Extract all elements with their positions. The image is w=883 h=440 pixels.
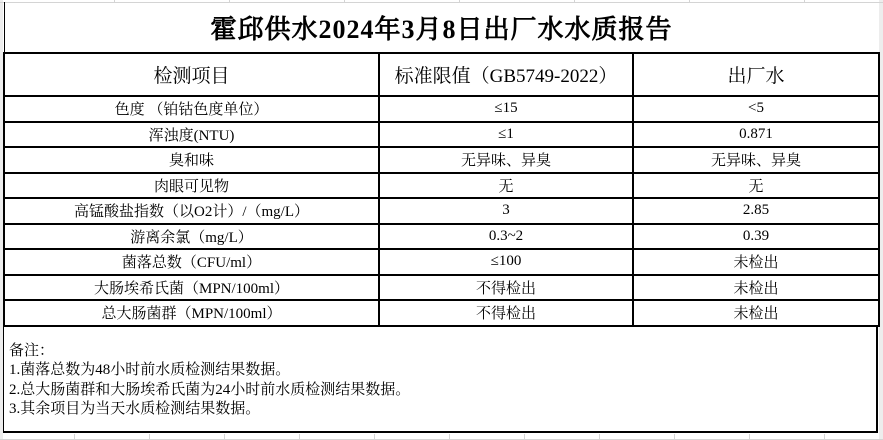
cell-value: 未检出 bbox=[633, 249, 879, 275]
cell-limit: 无异味、异臭 bbox=[379, 147, 633, 173]
report-title: 霍邱供水2024年3月8日出厂水水质报告 bbox=[4, 2, 878, 52]
cell-item: 菌落总数（CFU/ml） bbox=[4, 249, 379, 275]
cell-value: 0.871 bbox=[633, 122, 879, 148]
table-row bbox=[4, 96, 879, 122]
notes-label: 备注： bbox=[9, 342, 55, 359]
cell-item: 浑浊度(NTU) bbox=[4, 122, 379, 148]
table-row bbox=[4, 275, 879, 301]
table-row bbox=[4, 198, 879, 224]
cell-value: 2.85 bbox=[633, 198, 879, 224]
table-row bbox=[4, 249, 879, 275]
note-line: 2.总大肠菌群和大肠埃希氏菌为24小时前水质检测结果数据。 bbox=[9, 381, 411, 398]
cell-limit: 3 bbox=[379, 198, 633, 224]
cell-limit: ≤1 bbox=[379, 122, 633, 148]
cell-value: 未检出 bbox=[633, 275, 879, 301]
note-line: 3.其余项目为当天水质检测结果数据。 bbox=[9, 401, 261, 417]
cell-limit: 0.3~2 bbox=[379, 224, 633, 250]
cell-limit: 无 bbox=[379, 173, 633, 199]
cell-value: 无异味、异臭 bbox=[633, 147, 879, 173]
note-line: 1.菌落总数为48小时前水质检测结果数据。 bbox=[9, 362, 291, 378]
cell-item: 高锰酸盐指数（以O2计）/（mg/L） bbox=[4, 198, 379, 224]
cell-item: 总大肠菌群（MPN/100ml） bbox=[4, 300, 379, 326]
cell-item: 大肠埃希氏菌（MPN/100ml） bbox=[4, 275, 379, 301]
cell-item: 游离余氯（mg/L） bbox=[4, 224, 379, 250]
cell-limit: ≤100 bbox=[379, 249, 633, 275]
table-row bbox=[4, 224, 879, 250]
cell-value: 无 bbox=[633, 173, 879, 199]
header-row bbox=[4, 53, 879, 96]
cell-item: 臭和味 bbox=[4, 147, 379, 173]
cell-item: 色度 （铂钴色度单位） bbox=[4, 96, 379, 122]
cell-limit: 不得检出 bbox=[379, 300, 633, 326]
table-row bbox=[4, 173, 879, 199]
water-quality-report bbox=[3, 52, 878, 433]
notes-section bbox=[3, 327, 878, 433]
cell-value: <5 bbox=[633, 96, 879, 122]
header-cell-item: 检测项目 bbox=[4, 53, 379, 96]
header-cell-value: 出厂水 bbox=[633, 53, 879, 96]
header-cell-limit: 标准限值（GB5749-2022） bbox=[379, 53, 633, 96]
cell-item: 肉眼可见物 bbox=[4, 173, 379, 199]
table-row bbox=[4, 147, 879, 173]
table-row bbox=[4, 122, 879, 148]
cell-limit: 不得检出 bbox=[379, 275, 633, 301]
cell-limit: ≤15 bbox=[379, 96, 633, 122]
water-quality-table bbox=[3, 52, 880, 327]
cell-value: 未检出 bbox=[633, 300, 879, 326]
table-row bbox=[4, 300, 879, 326]
cell-value: 0.39 bbox=[633, 224, 879, 250]
